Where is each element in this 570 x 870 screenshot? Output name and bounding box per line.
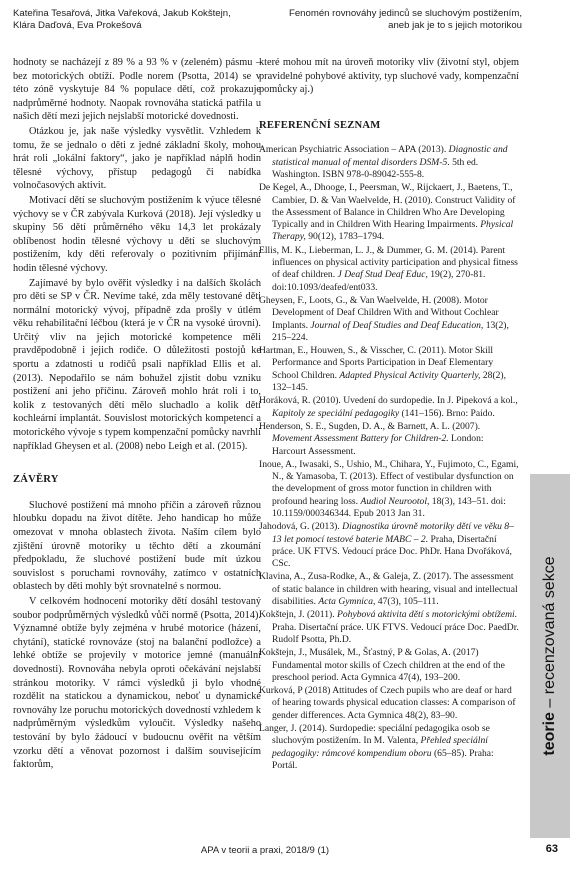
- reference-text: Gheysen, F., Loots, G., & Van Waelvelde, H. (2008). Motor Development of Deaf Children With and Without Cochlear Implants.: [259, 294, 499, 331]
- paragraph: Otázkou je, jak naše výsledky vysvětlit. Vzhledem k tomu, že se jednalo o děti z jedné základní školy, mohou hrát roli „lokální faktory“, jako je například náplň hodin tělesné výchovy, přístup pedagogů či nabídka volnočasových aktivit.: [13, 125, 261, 192]
- reference-text: Inoue, A., Iwasaki, S., Ushio, M., Chihara, Y., Fujimoto, C., Egami, N., & Yamasoba, T. (2013). Effect of vestibular dysfunction on the development of gross motor function in children with profound hearing loss.: [259, 458, 519, 507]
- reference-item: [259, 144, 519, 181]
- reference-details: Praha, Disertační práce. UK FTVS. Vedoucí práce Doc. PhDr. Hana Dvořáková, CSc.: [272, 533, 512, 570]
- sidebar-word-theory: teorie: [541, 712, 558, 756]
- reference-item: [259, 685, 519, 722]
- paragraph: Sluchové postižení má mnoho příčin a zároveň různou hloubku dopadu na život dítěte. Jeho handicap ho může omezovat v mnoha oblastech života. Naším cílem bylo zjištění úrovně motoriky u těchto dětí a zkoumání předpokladu, že sluchové postižení bude mít úzkou souvislost s poruchami rovnováhy, zatímco v ostatních oblastech by děti mohly být srovnatelné s normou.: [13, 499, 261, 593]
- reference-text: Langer, J. (2014). Surdopedie: speciální pedagogika osob se sluchovým postižením. In M. Valenta,: [259, 723, 490, 747]
- reference-title: Diagnostic and statistical manual of mental disorders DSM-5: [272, 144, 508, 168]
- running-header-authors: [13, 8, 231, 32]
- reference-details: 90(12), 1783–1794.: [305, 231, 385, 243]
- reference-title: Pohybová aktivita dětí s motorickými obtížemi.: [337, 609, 518, 621]
- section-heading-references: REFERENČNÍ SEZNAM: [259, 119, 381, 131]
- reference-item: [259, 609, 519, 646]
- page-number: 63: [545, 843, 558, 855]
- reference-text: De Kegel, A., Dhooge, I., Peersman, W., Rijckaert, J., Baetens, T., Cambier, D. & Van Waelvelde, H. (2010). Construct Validity of the Assessment of Balance in Children Who Are Developing Typically and in Children With Hearing Impairments.: [259, 182, 516, 231]
- reference-details: . 5th ed. Washington. ISBN 978-0-89042-555-8.: [272, 156, 479, 180]
- reference-item: [259, 395, 519, 420]
- reference-details: (141–156). Brno: Paido.: [399, 407, 495, 419]
- reference-text: Klavina, A., Zusa-Rodke, A., & Galeja, Z. (2017). The assessment of static balance in children with hearing, visual and intellectual disabilities.: [259, 571, 518, 608]
- running-header-title: [289, 8, 522, 32]
- header-authors-line2: Klára Daďová, Eva Prokešová: [13, 20, 142, 31]
- reference-details: 19(2), 270-81. doi:10.1093/deafed/ent033.: [272, 269, 486, 293]
- paragraph: V celkovém hodnocení motoriky dětí dosáhl testovaný soubor podprůměrných výsledků vůči normě (Psotta, 2014). Významné obtíže byly zejména v hrubé motorice (házení, chytání), statické rovnováze (stoj na balanční podložce) a lehké obtíže se projevily v motorice jemné (manuální dovednosti). Rovnováha nebyla oproti očekávání nejslabší stránkou motoriky. V rámci výsledků ji bylo vhodné rozdělit na statickou a dynamickou, neboť u dynamické rovnováhy lze poruchu motorických dovedností vzhledem k nadprůměrným výsledkům vyloučit. Výsledky našeho testování by bylo žádoucí v budoucnu ověřit na větším vzorku dětí a věnovat pozornost i dalším souvisejícím faktorům,: [13, 595, 261, 771]
- reference-item: [259, 647, 519, 684]
- reference-text: Jahodová, G. (2013).: [259, 521, 343, 533]
- reference-title: Journal of Deaf Studies and Deaf Education,: [310, 319, 484, 331]
- reference-item: [259, 421, 519, 458]
- paragraph: Zajímavé by bylo ověřit výsledky i na dalších školách pro děti se SP v ČR. Nevíme také, zda měly testované děti normální motorický vývoj, případně zda prošly v útlém věku rehabilitační léčbou (která je v ČR na vysoké úrovni). Určitý vliv na jejich motorické kompetence měli pravděpodobně i jejich rodiče. O důležitosti postojů ke sportu a zdatnosti u rodičů psali například Ellis et al. (2013). Nepodařilo se nám bohužel zjistit dobu vzniku postižení ani jeho příčinu. Zároveň mohlo hrát roli i to, kolik z testovaných dětí mělo sluchadlo a kolik dětí kochleární implantát. Souvislost motorických kompetencí a motorického vývoje s typem kompenzační pomůcky navrhli například Gheysen et al. (2008) nebo Leigh et al. (2015).: [13, 277, 261, 452]
- footer-journal: APA v teorii a praxi, 2018/9 (1): [200, 845, 330, 856]
- sidebar-word-reviewed: recenzovaná sekce: [541, 556, 558, 695]
- reference-item: [259, 295, 519, 344]
- reference-item: [259, 521, 519, 570]
- reference-title: Diagnostika úrovně motoriky dětí ve věku 8–13 let pomocí testové baterie MABC – 2.: [272, 521, 514, 545]
- reference-title: Přehled speciální pedagogiky: rámcové kompendium oboru: [272, 735, 488, 759]
- reference-text: Henderson, S. E., Sugden, D. A., & Barnett, A. L. (2007).: [259, 420, 481, 432]
- reference-item: [259, 723, 519, 772]
- reference-details: 47(3), 105–111.: [375, 596, 439, 608]
- reference-title: Audiol Neurootol,: [360, 495, 430, 507]
- reference-item: [259, 345, 519, 394]
- reference-title: Adapted Physical Activity Quarterly,: [339, 369, 481, 381]
- reference-details: London: Harcourt Assessment.: [272, 433, 484, 457]
- reference-title: Physical Therapy,: [272, 219, 514, 243]
- reference-text: Kokštejn, J. (2011).: [259, 609, 337, 621]
- reference-text: American Psychiatric Association – APA (2013).: [259, 144, 449, 156]
- reference-list: [259, 144, 519, 772]
- sidebar-label: [541, 556, 559, 755]
- header-authors-line1: Kateřina Tesařová, Jitka Vařeková, Jakub Kokštejn,: [13, 8, 231, 19]
- reference-text: Horáková, R. (2010). Uvedení do surdopedie. In J. Pipeková a kol.,: [259, 395, 518, 407]
- left-column: [13, 56, 261, 773]
- reference-details: (65–85). Praha: Portál.: [272, 747, 494, 771]
- sidebar-separator: –: [541, 694, 558, 713]
- section-sidebar: [530, 474, 570, 838]
- reference-item: [259, 571, 519, 608]
- header-title-line1: Fenomén rovnováhy jedinců se sluchovým postižením,: [288, 8, 522, 19]
- reference-details: Praha. Disertační práce. UK FTVS. Vedoucí práce Doc. PaedDr. Rudolf Psotta, Ph.D.: [272, 621, 519, 645]
- reference-text: Ellis, M. K., Lieberman, L. J., & Dummer, G. M. (2014). Parent influences on physical activity participation and physical fitness of deaf children.: [259, 244, 518, 281]
- reference-item: [259, 182, 519, 243]
- reference-details: 18(3), 143–51. doi: 10.1159/000346344. Epub 2013 Jan 31.: [272, 495, 506, 519]
- section-heading-conclusions: ZÁVĚRY: [13, 474, 59, 486]
- reference-details: 28(2), 132–145.: [272, 369, 507, 394]
- paragraph: které mohou mít na úroveň motoriky vliv (životní styl, objem pravidelné pohybové aktivity, typ sluchové vady, kompenzační pomůcky aj.): [259, 57, 519, 96]
- reference-item: [259, 245, 519, 294]
- reference-text: Kokštejn, J., Musálek, M., Šťastný, P & Golas, A. (2017) Fundamental motor skills of Czech children at the end of the preschool period. Acta Gymnica 47(4), 193–200.: [259, 647, 505, 683]
- reference-text: Kurková, P (2018) Attitudes of Czech pupils who are deaf or hard of hearing towards physical education classes: A comparison of gender differences. Acta Gymnica 48(2), 83–90.: [259, 685, 516, 721]
- reference-title: J Deaf Stud Deaf Educ,: [337, 269, 428, 281]
- reference-item: [259, 459, 519, 520]
- reference-title: Movement Assessment Battery for Children-2.: [272, 433, 449, 445]
- paragraph: Motivací dětí se sluchovým postižením k výuce tělesné výchovy se v ČR zabývala Kurková (2018). Její výsledky u skupiny 56 dětí průměrného věku 14,3 let prokázaly oblíbenost hodin tělesné výchovy u dětí se sluchovým postižením, kdy děti referovaly o pozitivním přijímání hodin tělesné výchovy.: [13, 194, 261, 274]
- reference-title: Acta Gymnica,: [318, 596, 376, 608]
- right-column: [259, 56, 519, 773]
- paragraph: hodnoty se nacházejí z 89 % a 93 % v (zeleném) pásmu – bez motorických obtíží. Podle norem (Psotta, 2014) se v této zóně vyskytuje 84 % populace dětí, což prokazuje nadprůměrné hodnoty. Naopak rovnováha statická patřila u našich dětí mezi jejich nejslabší motorické dovednosti.: [13, 57, 261, 123]
- reference-details: 13(2), 215–224.: [272, 319, 509, 343]
- header-title-line2: aneb jak je to s jejich motorikou: [388, 20, 522, 31]
- reference-text: Hartman, E., Houwen, S., & Visscher, C. (2011). Motor Skill Performance and Sports Participation in Deaf Elementary School Children.: [259, 345, 494, 381]
- reference-title: Kapitoly ze speciální pedagogiky: [272, 407, 400, 419]
